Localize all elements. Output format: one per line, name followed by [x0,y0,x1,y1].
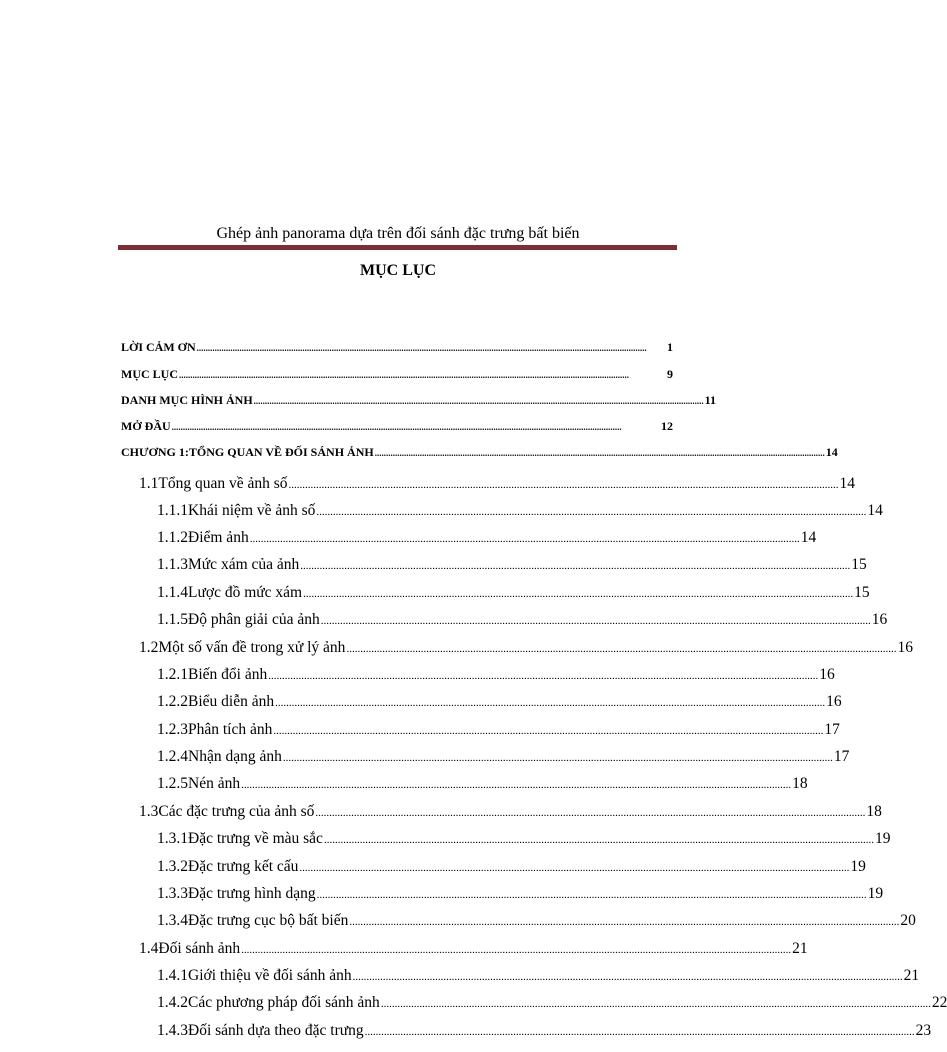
toc-dot-leader: ........................................................................................................................................................................................................ [275,697,826,709]
toc-section-1-2[interactable] [139,639,913,657]
toc-section-number: 1.1 [139,475,159,492]
toc-dot-leader: ........................................................................................................................................................................................................ [346,643,897,655]
toc-section-number: 1.1.5 [157,611,188,628]
toc-section-1-2-3[interactable] [157,721,840,739]
toc-dot-leader: ........................................................................................................................................................................................................ [364,1026,915,1038]
toc-dot-leader: ........................................................................................................................................................................................................ [179,370,629,380]
toc-entry-label: MỞ ĐẦU [121,419,171,433]
toc-section-number: 1.2.4 [157,748,188,765]
toc-entry-label: Lược đồ mức xám [188,584,303,601]
toc-page-number: 14 [839,475,856,492]
toc-page-number: 15 [854,584,870,601]
toc-section-1-3-1[interactable] [157,830,891,848]
toc-entry-label: TỔNG QUAN VỀ ĐỐI SÁNH ẢNH [188,445,374,459]
toc-dot-leader: ........................................................................................................................................................................................................ [316,506,867,518]
toc-dot-leader: ........................................................................................................................................................................................................ [380,998,931,1010]
toc-section-1-2-5[interactable] [157,775,808,793]
toc-entry-label: MỤC LỤC [121,367,178,381]
toc-section-number: 1.2.2 [157,693,188,710]
toc-page-number: 12 [661,419,673,433]
toc-page-number: 16 [871,611,888,628]
toc-entry-label: Nén ảnh [188,775,241,792]
toc-dot-leader: ........................................................................................................................................................................................................ [299,862,850,874]
toc-section-1-3-3[interactable] [157,885,884,903]
toc-dot-leader: ........................................................................................................................................................................................................ [303,588,854,600]
toc-section-number: 1.2.3 [157,721,188,738]
toc-page-number: 19 [867,885,884,902]
toc-entry-chapter-1[interactable] [121,445,838,460]
toc-section-1-2-1[interactable] [157,666,835,684]
toc-entry-label: Đối sánh ảnh [158,940,241,957]
toc-entry-label: Mức xám của ảnh [188,556,300,573]
toc-dot-leader: ........................................................................................................................................................................................................ [323,834,874,846]
toc-page-number: 1 [667,340,673,354]
toc-section-number: 1.2 [139,639,159,656]
toc-entry-label: Đối sánh dựa theo đặc trưng [188,1022,364,1039]
toc-dot-leader: ........................................................................................................................................................................................................ [241,944,792,956]
toc-entry-label: Đặc trưng hình dạng [188,885,316,902]
toc-entry-label: Biến đổi ảnh [188,666,268,683]
toc-page-number: 16 [826,693,842,710]
document-header-title: Ghép ảnh panorama dựa trên đối sánh đặc trưng bất biến [216,225,580,242]
toc-entry-label: Đặc trưng kết cấu [188,858,299,875]
toc-section-number: 1.2.1 [157,666,188,683]
toc-entry-label: Độ phân giải của ảnh [188,611,320,628]
toc-page-number: 17 [833,748,850,765]
toc-section-number: 1.4 [139,940,159,957]
toc-page-number: 16 [819,666,835,683]
toc-section-number: 1.3.3 [157,885,188,902]
toc-section-1-3-4[interactable] [157,912,916,930]
toc-dot-leader: ........................................................................................................................................................................................................ [320,615,871,627]
toc-entry-danh-muc-hinh-anh[interactable] [121,393,717,408]
toc-entry-label: DANH MỤC HÌNH ẢNH [121,393,253,407]
toc-entry-label: Biểu diễn ảnh [188,693,275,710]
toc-section-1-2-2[interactable] [157,693,842,711]
toc-entry-label: Đặc trưng cục bộ bất biến [188,912,349,929]
toc-entry-label: Các phương pháp đối sánh ảnh [188,994,380,1011]
toc-dot-leader: ........................................................................................................................................................................................................ [249,533,800,545]
toc-dot-leader: ........................................................................................................................................................................................................ [316,889,867,901]
toc-page-number: 21 [792,940,808,957]
toc-dot-leader: ........................................................................................................................................................................................................ [374,448,825,458]
toc-page-number: 18 [866,803,882,820]
toc-section-number: 1.3.2 [157,858,188,875]
toc-page-number: 15 [851,556,867,573]
toc-section-1-1-2[interactable] [157,529,817,547]
toc-dot-leader: ........................................................................................................................................................................................................ [352,971,903,983]
toc-section-number: 1.1.1 [157,502,188,519]
toc-section-number: 1.4.3 [157,1022,188,1039]
toc-dot-leader: ........................................................................................................................................................................................................ [349,916,900,928]
toc-dot-leader: ........................................................................................................................................................................................................ [171,422,622,432]
toc-section-1-4-1[interactable] [157,967,920,985]
toc-section-number: 1.3.1 [157,830,188,847]
toc-entry-label: Phân tích ảnh [188,721,273,738]
toc-section-1-3[interactable] [139,803,882,821]
toc-section-1-3-2[interactable] [157,858,866,876]
toc-dot-leader: ........................................................................................................................................................................................................ [241,779,792,791]
toc-page-number: 16 [897,639,913,656]
toc-dot-leader: ........................................................................................................................................................................................................ [315,807,866,819]
toc-page-number: 19 [874,830,891,847]
toc-section-1-4[interactable] [139,940,808,958]
toc-section-1-4-2[interactable] [157,994,947,1012]
toc-page-number: 18 [792,775,808,792]
toc-section-1-1-4[interactable] [157,584,870,602]
toc-section-number: 1.3.4 [157,912,188,929]
toc-entry-label: Điểm ảnh [188,529,249,546]
toc-dot-leader: ........................................................................................................................................................................................................ [196,343,647,353]
toc-section-1-2-4[interactable] [157,748,850,766]
toc-section-number: 1.1.3 [157,556,188,573]
toc-dot-leader: ........................................................................................................................................................................................................ [288,479,839,491]
toc-page-number: 20 [900,912,916,929]
toc-chapter-number: CHƯƠNG 1: [121,445,189,459]
toc-section-1-1[interactable] [139,475,856,493]
toc-page-number: 14 [800,529,817,546]
toc-section-number: 1.4.1 [157,967,188,984]
toc-entry-label: Khái niệm về ảnh số [188,502,316,519]
toc-section-number: 1.1.2 [157,529,188,546]
toc-dot-leader: ........................................................................................................................................................................................................ [282,752,833,764]
toc-page-number: 14 [825,445,838,459]
toc-section-number: 1.3 [139,803,159,820]
page-title: MỤC LỤC [360,262,436,279]
toc-section-number: 1.1.4 [157,584,188,601]
toc-page-number: 17 [824,721,840,738]
toc-section-1-4-3[interactable] [157,1022,932,1040]
toc-entry-label: LỜI CẢM ƠN [121,340,196,354]
toc-section-number: 1.2.5 [157,775,188,792]
toc-page-number: 11 [704,393,717,407]
toc-entry-mo-dau[interactable] [121,419,673,434]
toc-page-number: 22 [931,994,947,1011]
toc-page-number: 19 [850,858,866,875]
toc-dot-leader: ........................................................................................................................................................................................................ [273,725,824,737]
toc-entry-label: Nhận dạng ảnh [188,748,282,765]
toc-page-number: 21 [903,967,920,984]
toc-page-number: 14 [867,502,883,519]
toc-entry-label: Các đặc trưng của ảnh số [158,803,315,820]
toc-entry-loi-cam-on[interactable] [121,340,673,355]
toc-section-1-1-5[interactable] [157,611,888,629]
toc-section-1-1-1[interactable] [157,502,883,520]
toc-section-number: 1.4.2 [157,994,188,1011]
toc-entry-muc-luc[interactable] [121,367,673,382]
toc-section-1-1-3[interactable] [157,556,867,574]
toc-entry-label: Tổng quan về ảnh số [158,475,288,492]
toc-dot-leader: ........................................................................................................................................................................................................ [253,396,704,406]
toc-entry-label: Một số vấn đề trong xử lý ảnh [158,639,346,656]
toc-dot-leader: ........................................................................................................................................................................................................ [268,670,819,682]
toc-dot-leader: ........................................................................................................................................................................................................ [300,560,851,572]
toc-page-number: 9 [667,367,673,381]
toc-page-number: 23 [915,1022,932,1039]
toc-entry-label: Giới thiệu về đối sánh ảnh [188,967,352,984]
toc-entry-label: Đặc trưng về màu sắc [188,830,323,847]
